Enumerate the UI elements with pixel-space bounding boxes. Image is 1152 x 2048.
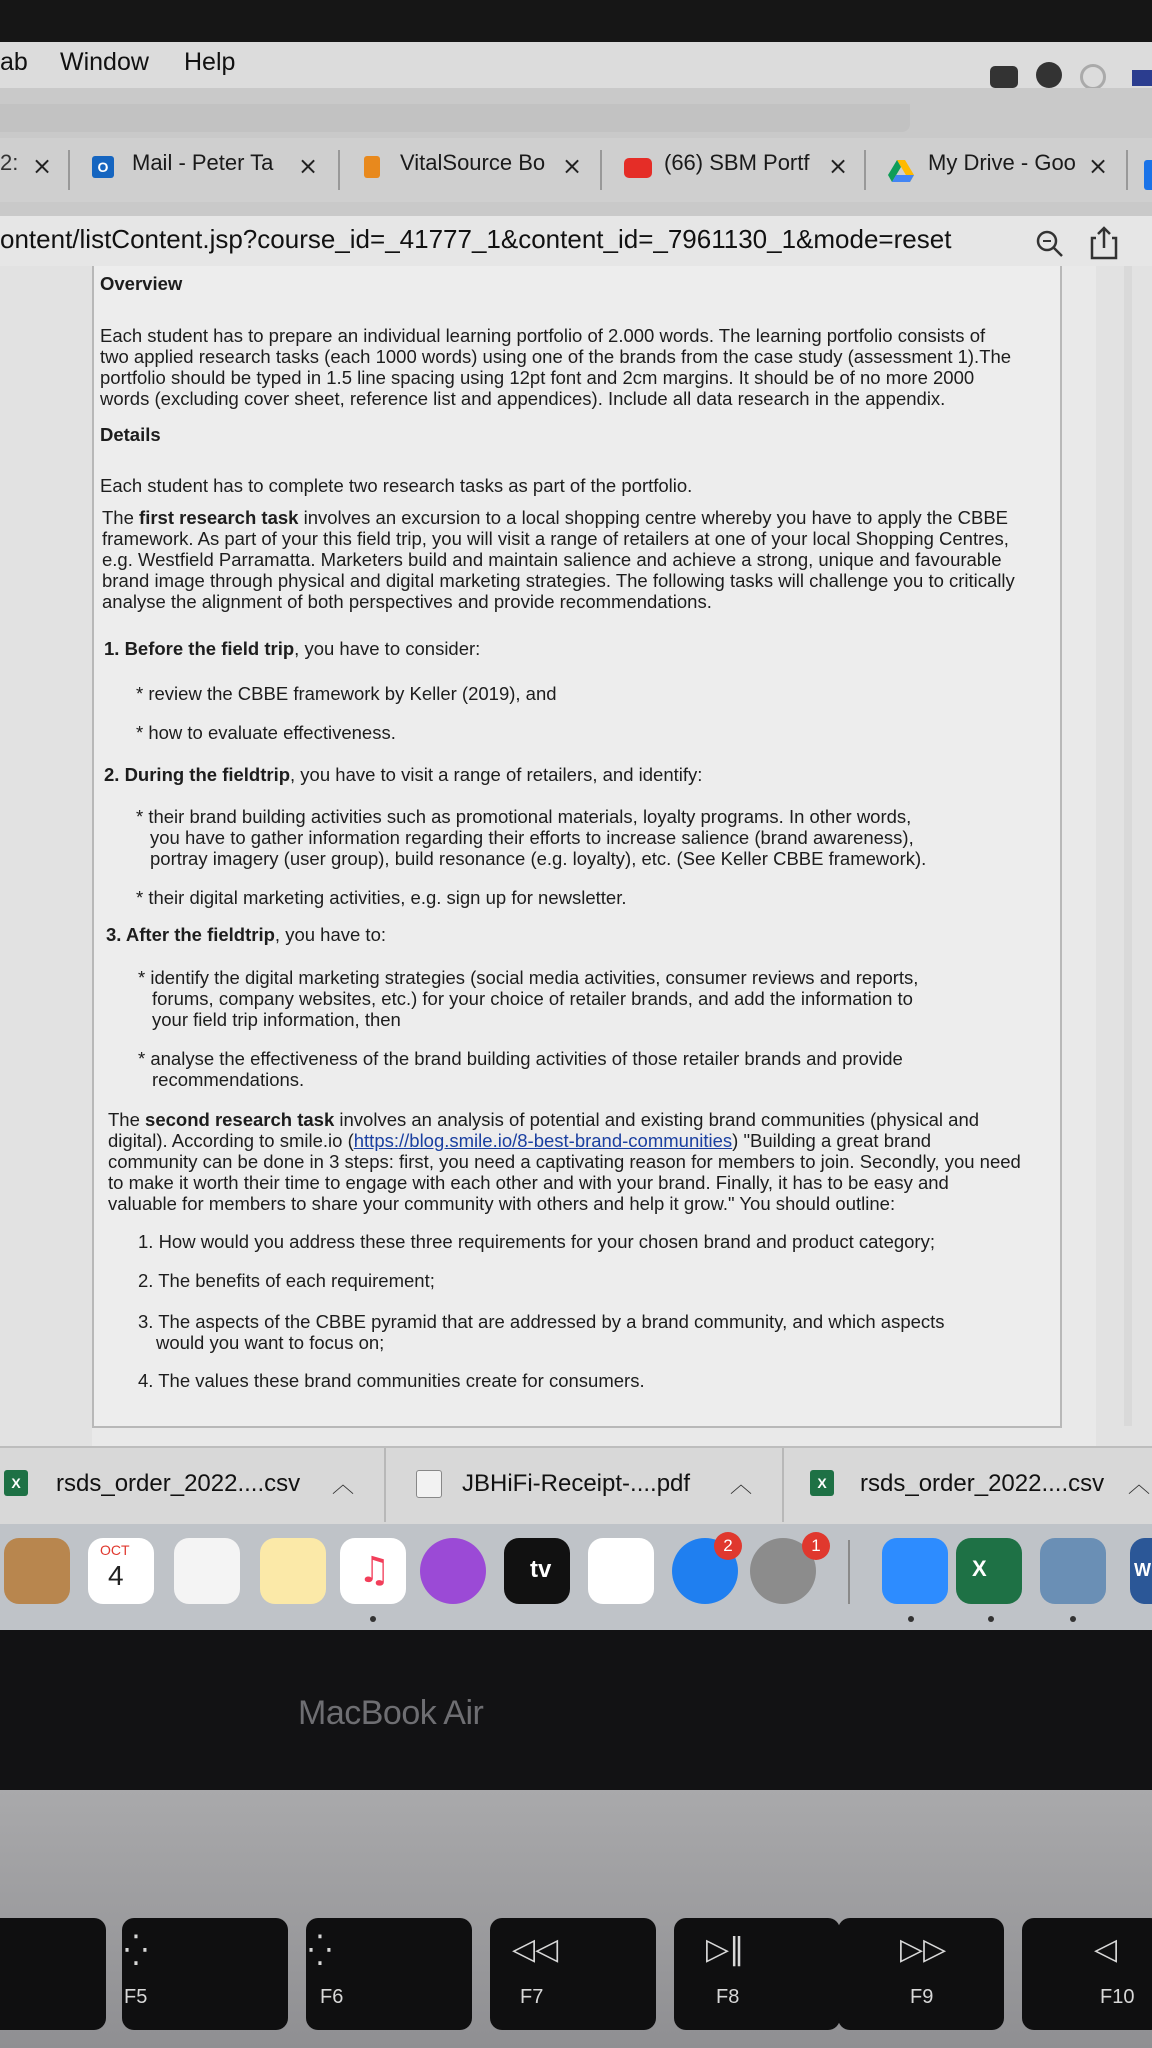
- dock-separator: [848, 1540, 850, 1604]
- excel-file-icon: X: [810, 1470, 834, 1496]
- close-icon[interactable]: ×: [562, 152, 583, 180]
- menu-bar: [0, 42, 1152, 88]
- chevron-up-icon[interactable]: ︿: [332, 1473, 355, 1498]
- notification-status-icon[interactable]: [1036, 62, 1062, 88]
- step2-heading: [104, 764, 702, 785]
- first-task-line: e.g. Westfield Parramatta. Marketers build and maintain salience and achieve a strong, unique and favourable: [102, 549, 1002, 570]
- step2-bullet: you have to gather information regarding their efforts to increase salience (brand awareness),: [150, 827, 914, 848]
- sync-status-icon[interactable]: [1080, 64, 1106, 90]
- smile-io-link[interactable]: https://blog.smile.io/8-best-brand-communities: [353, 1130, 733, 1151]
- close-icon[interactable]: ×: [828, 152, 849, 180]
- outlook-icon: O: [92, 156, 114, 178]
- download-item[interactable]: JBHiFi-Receipt-....pdf: [462, 1470, 691, 1497]
- chevron-up-icon[interactable]: ︿: [1128, 1473, 1151, 1498]
- running-indicator: [988, 1616, 994, 1622]
- tab-partial[interactable]: 2:: [0, 150, 19, 175]
- music-note-icon: ♫: [358, 1550, 391, 1591]
- step3-bullet: * identify the digital marketing strategies (social media activities, consumer reviews and reports,: [138, 967, 919, 988]
- details-heading: Details: [100, 424, 161, 445]
- reminders-app-icon[interactable]: [174, 1538, 240, 1604]
- details-intro: Each student has to complete two research tasks as part of the portfolio.: [100, 475, 693, 496]
- close-icon[interactable]: ×: [1088, 152, 1109, 180]
- overview-line: two applied research tasks (each 1000 words) using one of the brands from the case study (assessment 1).The: [100, 346, 1012, 367]
- contacts-app-icon[interactable]: [4, 1538, 70, 1604]
- chevron-up-icon[interactable]: ︿: [730, 1473, 753, 1498]
- close-icon[interactable]: ×: [32, 152, 53, 180]
- second-task-line: to make it worth their time to engage with each other and with your brand. Finally, it has to be easy and: [108, 1172, 949, 1193]
- play-pause-icon: ▷‖: [706, 1932, 745, 1967]
- text-run: , you have to:: [274, 924, 386, 945]
- url-text[interactable]: ontent/listContent.jsp?course_id=_41777_1&content_id=_7961130_1&mode=reset: [0, 224, 952, 254]
- step2-bullet: * their brand building activities such as promotional materials, loyalty programs. In other words,: [136, 806, 912, 827]
- tab-mail[interactable]: Mail - Peter Ta: [132, 150, 274, 175]
- menu-window[interactable]: Window: [60, 48, 149, 76]
- text-run: , you have to visit a range of retailers, and identify:: [290, 764, 703, 785]
- new-tab-edge[interactable]: [1144, 160, 1152, 190]
- first-task-line: analyse the alignment of both perspectives and provide recommendations.: [102, 591, 712, 612]
- step2-bullet: * their digital marketing activities, e.g. sign up for newsletter.: [136, 887, 627, 908]
- excel-file-icon: X: [4, 1470, 28, 1496]
- step2-bullet: portray imagery (user group), build resonance (e.g. loyalty), etc. (See Keller CBBE framework).: [150, 848, 927, 869]
- text-run: involves an excursion to a local shopping centre whereby you have to apply the CBBE: [298, 507, 1009, 528]
- notes-app-icon[interactable]: [260, 1538, 326, 1604]
- second-task-line: [108, 1130, 931, 1151]
- download-separator: [782, 1448, 784, 1522]
- step3-heading: [106, 924, 386, 945]
- settings-badge: 1: [802, 1532, 830, 1560]
- key-label-f9: F9: [910, 1986, 934, 2008]
- preview-app-icon[interactable]: [1040, 1538, 1106, 1604]
- pdf-file-icon: [416, 1470, 442, 1498]
- step3-bullet: forums, company websites, etc.) for your choice of retailer brands, and add the information to: [152, 988, 913, 1009]
- news-app-icon[interactable]: [588, 1538, 654, 1604]
- calendar-day: 4: [108, 1560, 124, 1591]
- first-task-line: [102, 507, 1008, 528]
- key-f10: [1022, 1918, 1152, 2030]
- overview-line: portfolio should be typed in 1.5 line spacing using 12pt font and 2cm margins. It should be of no more 2000: [100, 367, 975, 388]
- numbered-item: would you want to focus on;: [156, 1332, 385, 1353]
- menu-help[interactable]: Help: [184, 48, 236, 76]
- running-indicator: [1070, 1616, 1076, 1622]
- numbered-item: 2. The benefits of each requirement;: [138, 1270, 435, 1291]
- download-separator: [384, 1448, 386, 1522]
- zoom-app-icon[interactable]: [882, 1538, 948, 1604]
- key-label-f7: F7: [520, 1986, 544, 2008]
- input-flag-icon[interactable]: [1132, 70, 1152, 86]
- text-run: digital). According to smile.io (: [108, 1130, 354, 1151]
- rewind-icon: ◁◁: [512, 1932, 559, 1967]
- key-label-f8: F8: [716, 1986, 740, 2008]
- running-indicator: [908, 1616, 914, 1622]
- apple-tv-label: tv: [530, 1556, 552, 1583]
- key-f8: [674, 1918, 840, 2030]
- zoom-status-icon[interactable]: [990, 66, 1018, 88]
- download-item[interactable]: rsds_order_2022....csv: [860, 1470, 1105, 1497]
- podcasts-app-icon[interactable]: [420, 1538, 486, 1604]
- overview-heading: Overview: [100, 273, 183, 294]
- numbered-item: 3. The aspects of the CBBE pyramid that are addressed by a brand community, and which aspects: [138, 1311, 945, 1332]
- tab-google-drive[interactable]: My Drive - Goo: [928, 150, 1076, 175]
- menu-tab[interactable]: ab: [0, 48, 28, 76]
- download-item[interactable]: rsds_order_2022....csv: [56, 1470, 301, 1497]
- step2-title: 2. During the fieldtrip: [104, 764, 291, 785]
- calendar-month: OCT: [100, 1542, 130, 1558]
- screen-top-bezel: [0, 0, 1152, 42]
- second-task-line: [108, 1109, 979, 1130]
- step3-title: 3. After the fieldtrip: [106, 924, 275, 945]
- page-left-margin: [0, 266, 92, 1446]
- google-drive-icon: [888, 160, 914, 182]
- keyboard-backlight-up-icon: ⁛: [308, 1934, 332, 1969]
- excel-app-icon[interactable]: [956, 1538, 1022, 1604]
- text-run: The: [102, 507, 140, 528]
- first-task-line: framework. As part of your this field trip, you will visit a range of retailers at one of your local Shopping Centres,: [102, 528, 1009, 549]
- key-label-f6: F6: [320, 1986, 344, 2008]
- step1-title: 1. Before the field trip: [104, 638, 295, 659]
- step3-bullet: recommendations.: [152, 1069, 305, 1090]
- youtube-icon: [624, 158, 652, 178]
- step1-bullet: * how to evaluate effectiveness.: [136, 722, 396, 743]
- first-task-title: first research task: [139, 507, 299, 528]
- tab-separator: [864, 150, 866, 190]
- scrollbar[interactable]: [1124, 266, 1132, 1426]
- fast-forward-icon: ▷▷: [900, 1932, 947, 1967]
- key-label-f10: F10: [1100, 1986, 1135, 2008]
- vitalsource-icon: [364, 156, 380, 178]
- tab-separator: [1126, 150, 1128, 190]
- zoom-search-icon[interactable]: [1034, 228, 1064, 258]
- mute-icon: ◁: [1094, 1932, 1118, 1967]
- tab-separator: [68, 150, 70, 190]
- tab-separator: [600, 150, 602, 190]
- first-task-line: brand image through physical and digital marketing strategies. The following tasks will challenge you to critically: [102, 570, 1015, 591]
- step3-bullet: * analyse the effectiveness of the brand building activities of those retailer brands and provide: [138, 1048, 903, 1069]
- share-icon[interactable]: [1090, 226, 1118, 260]
- overview-line: Each student has to prepare an individual learning portfolio of 2.000 words. The learning portfolio consists of: [100, 325, 986, 346]
- overview-line: words (excluding cover sheet, reference list and appendices). Include all data research in the appendix.: [100, 388, 946, 409]
- numbered-item: 4. The values these brand communities create for consumers.: [138, 1370, 645, 1391]
- step1-bullet: * review the CBBE framework by Keller (2019), and: [136, 683, 557, 704]
- second-task-line: valuable for members to share your community with others and help it grow." You should outline:: [108, 1193, 896, 1214]
- tab-youtube[interactable]: (66) SBM Portf: [664, 150, 810, 175]
- second-task-title: second research task: [145, 1109, 335, 1130]
- key-f4: [0, 1918, 106, 2030]
- step1-heading: [104, 638, 480, 659]
- text-run: , you have to consider:: [294, 638, 481, 659]
- text-run: The: [108, 1109, 146, 1130]
- numbered-item: 1. How would you address these three requirements for your chosen brand and product category;: [138, 1231, 935, 1252]
- second-task-line: community can be done in 3 steps: first, you need a captivating reason for members to join. Secondly, you need: [108, 1151, 1021, 1172]
- step3-bullet: your field trip information, then: [152, 1009, 401, 1030]
- excel-app-label: X: [972, 1556, 987, 1581]
- running-indicator: [370, 1616, 376, 1622]
- app-store-badge: 2: [714, 1532, 742, 1560]
- key-label-f5: F5: [124, 1986, 148, 2008]
- tab-separator: [338, 150, 340, 190]
- keyboard-backlight-down-icon: ⁛: [124, 1934, 148, 1969]
- word-app-label: W: [1134, 1560, 1151, 1580]
- tab-vitalsource[interactable]: VitalSource Bo: [400, 150, 546, 175]
- text-run: involves an analysis of potential and existing brand communities (physical and: [334, 1109, 980, 1130]
- laptop-bezel: [0, 1630, 1152, 1790]
- laptop-brand-label: MacBook Air: [298, 1694, 484, 1732]
- close-icon[interactable]: ×: [298, 152, 319, 180]
- text-run: ) "Building a great brand: [732, 1130, 932, 1151]
- toolbar-shade: [0, 104, 910, 132]
